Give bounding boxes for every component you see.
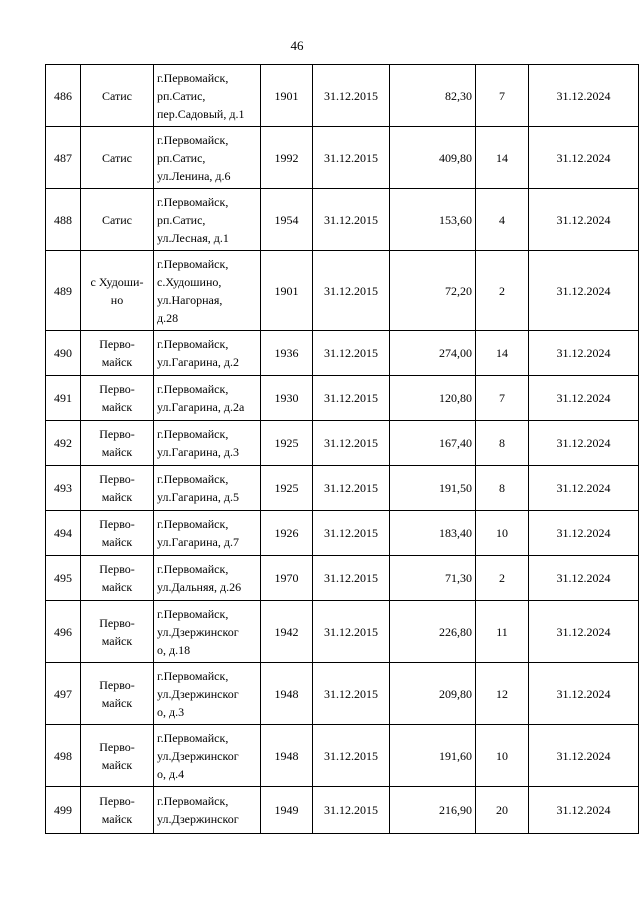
- address-cell-line: о, д.3: [157, 704, 185, 719]
- date-cell: 31.12.2015: [313, 65, 390, 127]
- locality-cell: [81, 556, 154, 601]
- address-cell-line: г.Первомайск,: [157, 794, 229, 808]
- date-cell: 31.12.2015: [313, 421, 390, 466]
- year-cell: 1948: [261, 725, 313, 787]
- address-cell-line: ул.Гагарина, д.7: [157, 535, 239, 549]
- year-cell: 1936: [261, 331, 313, 376]
- count-cell: 8: [476, 421, 529, 466]
- address-cell: [154, 65, 261, 127]
- address-cell: [154, 421, 261, 466]
- count-cell: 11: [476, 601, 529, 663]
- locality-cell: [81, 189, 154, 251]
- address-cell-line: о, д.4: [157, 766, 185, 781]
- date-cell: 31.12.2015: [313, 466, 390, 511]
- address-cell-line: д.28: [157, 310, 179, 325]
- year-cell: 1954: [261, 189, 313, 251]
- locality-cell-line: Перво-: [99, 562, 135, 576]
- date-cell: 31.12.2015: [313, 601, 390, 663]
- table-row: [46, 251, 639, 331]
- locality-cell-line: Перво-: [99, 382, 135, 396]
- area-cell: 191,50: [390, 466, 476, 511]
- area-cell: 82,30: [390, 65, 476, 127]
- area-cell: 167,40: [390, 421, 476, 466]
- year-cell: 1901: [261, 251, 313, 331]
- locality-cell-line: майск: [101, 535, 133, 549]
- area-cell: 216,90: [390, 787, 476, 834]
- address-cell-line: пер.Садовый, д.1: [157, 106, 245, 121]
- locality-cell-line: майск: [101, 757, 133, 772]
- table-row: [46, 601, 639, 663]
- area-cell: 183,40: [390, 511, 476, 556]
- locality-cell-line: майск: [101, 580, 133, 594]
- end-date-cell: 31.12.2024: [529, 127, 639, 189]
- row-number-cell: 498: [46, 725, 81, 787]
- row-number-cell: 493: [46, 466, 81, 511]
- end-date-cell: 31.12.2024: [529, 511, 639, 556]
- date-cell: 31.12.2015: [313, 376, 390, 421]
- table-row: [46, 663, 639, 725]
- address-cell-line: г.Первомайск,: [157, 517, 229, 531]
- address-cell-line: ул.Ленина, д.6: [157, 168, 231, 183]
- address-cell-line: г.Первомайск,: [157, 256, 229, 271]
- locality-cell-line: но: [110, 292, 124, 307]
- table-body: [46, 65, 639, 834]
- locality-cell: [81, 601, 154, 663]
- locality-cell-line: с Худоши-: [90, 274, 144, 289]
- locality-cell: [81, 466, 154, 511]
- locality-cell-line: майск: [101, 355, 133, 369]
- locality-cell-line: майск: [101, 695, 133, 710]
- address-cell: [154, 189, 261, 251]
- row-number-cell: 488: [46, 189, 81, 251]
- address-cell-line: рп.Сатис,: [157, 212, 206, 227]
- locality-cell-line: Перво-: [99, 517, 135, 531]
- address-cell-line: ул.Дзержинског: [157, 624, 239, 639]
- count-cell: 10: [476, 725, 529, 787]
- area-cell: 120,80: [390, 376, 476, 421]
- end-date-cell: 31.12.2024: [529, 251, 639, 331]
- end-date-cell: 31.12.2024: [529, 65, 639, 127]
- locality-cell-line: Сатис: [101, 150, 132, 165]
- address-cell-line: ул.Дальняя, д.26: [157, 580, 242, 594]
- row-number-cell: 491: [46, 376, 81, 421]
- address-cell-line: ул.Нагорная,: [157, 292, 223, 307]
- row-number-cell: 492: [46, 421, 81, 466]
- count-cell: 2: [476, 556, 529, 601]
- address-cell-line: г.Первомайск,: [157, 472, 229, 486]
- end-date-cell: 31.12.2024: [529, 376, 639, 421]
- address-cell-line: ул.Гагарина, д.3: [157, 445, 239, 459]
- address-cell-line: с.Худошино,: [157, 274, 222, 289]
- locality-cell: [81, 421, 154, 466]
- locality-cell: [81, 65, 154, 127]
- table-row: [46, 511, 639, 556]
- date-cell: 31.12.2015: [313, 251, 390, 331]
- address-cell-line: г.Первомайск,: [157, 70, 229, 85]
- locality-cell-line: майск: [101, 633, 133, 648]
- row-number-cell: 494: [46, 511, 81, 556]
- row-number-cell: 486: [46, 65, 81, 127]
- locality-cell-line: майск: [101, 445, 133, 459]
- housing-registry-table: [45, 64, 639, 834]
- count-cell: 12: [476, 663, 529, 725]
- locality-cell: [81, 663, 154, 725]
- address-cell: [154, 725, 261, 787]
- address-cell: [154, 556, 261, 601]
- locality-cell-line: майск: [101, 812, 133, 826]
- date-cell: 31.12.2015: [313, 663, 390, 725]
- locality-cell-line: Перво-: [99, 472, 135, 486]
- address-cell-line: ул.Гагарина, д.5: [157, 490, 239, 504]
- address-cell: [154, 663, 261, 725]
- count-cell: 10: [476, 511, 529, 556]
- end-date-cell: 31.12.2024: [529, 421, 639, 466]
- address-cell-line: ул.Дзержинског: [157, 686, 239, 701]
- year-cell: 1901: [261, 65, 313, 127]
- address-cell-line: ул.Лесная, д.1: [157, 230, 229, 245]
- area-cell: 209,80: [390, 663, 476, 725]
- count-cell: 4: [476, 189, 529, 251]
- end-date-cell: 31.12.2024: [529, 466, 639, 511]
- address-cell-line: рп.Сатис,: [157, 150, 206, 165]
- table-row: [46, 376, 639, 421]
- locality-cell: [81, 511, 154, 556]
- address-cell-line: г.Первомайск,: [157, 427, 229, 441]
- area-cell: 72,20: [390, 251, 476, 331]
- date-cell: 31.12.2015: [313, 189, 390, 251]
- address-cell-line: г.Первомайск,: [157, 337, 229, 351]
- locality-cell-line: Перво-: [99, 739, 135, 754]
- locality-cell-line: Перво-: [99, 427, 135, 441]
- area-cell: 191,60: [390, 725, 476, 787]
- area-cell: 274,00: [390, 331, 476, 376]
- address-cell: [154, 376, 261, 421]
- row-number-cell: 490: [46, 331, 81, 376]
- page-number: 46: [290, 38, 304, 53]
- row-number-cell: 499: [46, 787, 81, 834]
- locality-cell: [81, 787, 154, 834]
- locality-cell-line: Сатис: [101, 88, 132, 103]
- row-number-cell: 495: [46, 556, 81, 601]
- table-row: [46, 127, 639, 189]
- count-cell: 7: [476, 65, 529, 127]
- address-cell-line: о, д.18: [157, 642, 191, 657]
- count-cell: 8: [476, 466, 529, 511]
- locality-cell-line: майск: [101, 490, 133, 504]
- year-cell: 1925: [261, 466, 313, 511]
- address-cell-line: г.Первомайск,: [157, 562, 229, 576]
- end-date-cell: 31.12.2024: [529, 787, 639, 834]
- date-cell: 31.12.2015: [313, 511, 390, 556]
- address-cell-line: ул.Дзержинског: [157, 812, 239, 826]
- address-cell-line: г.Первомайск,: [157, 132, 229, 147]
- year-cell: 1949: [261, 787, 313, 834]
- area-cell: 409,80: [390, 127, 476, 189]
- address-cell-line: ул.Гагарина, д.2: [157, 355, 239, 369]
- date-cell: 31.12.2015: [313, 127, 390, 189]
- address-cell: [154, 331, 261, 376]
- locality-cell-line: Перво-: [99, 794, 135, 808]
- row-number-cell: 489: [46, 251, 81, 331]
- address-cell: [154, 251, 261, 331]
- address-cell-line: рп.Сатис,: [157, 88, 206, 103]
- count-cell: 14: [476, 331, 529, 376]
- area-cell: 71,30: [390, 556, 476, 601]
- year-cell: 1926: [261, 511, 313, 556]
- table-row: [46, 556, 639, 601]
- date-cell: 31.12.2015: [313, 331, 390, 376]
- address-cell: [154, 601, 261, 663]
- count-cell: 7: [476, 376, 529, 421]
- year-cell: 1942: [261, 601, 313, 663]
- locality-cell-line: Перво-: [99, 615, 135, 630]
- address-cell-line: ул.Дзержинског: [157, 748, 239, 763]
- year-cell: 1930: [261, 376, 313, 421]
- locality-cell-line: Сатис: [101, 212, 132, 227]
- end-date-cell: 31.12.2024: [529, 556, 639, 601]
- end-date-cell: 31.12.2024: [529, 331, 639, 376]
- end-date-cell: 31.12.2024: [529, 725, 639, 787]
- date-cell: 31.12.2015: [313, 787, 390, 834]
- locality-cell: [81, 127, 154, 189]
- count-cell: 14: [476, 127, 529, 189]
- table-row: [46, 331, 639, 376]
- table-row: [46, 65, 639, 127]
- year-cell: 1948: [261, 663, 313, 725]
- address-cell: [154, 511, 261, 556]
- locality-cell: [81, 251, 154, 331]
- locality-cell: [81, 331, 154, 376]
- area-cell: 226,80: [390, 601, 476, 663]
- address-cell: [154, 127, 261, 189]
- end-date-cell: 31.12.2024: [529, 189, 639, 251]
- row-number-cell: 496: [46, 601, 81, 663]
- end-date-cell: 31.12.2024: [529, 601, 639, 663]
- locality-cell: [81, 725, 154, 787]
- table-row: [46, 189, 639, 251]
- end-date-cell: 31.12.2024: [529, 663, 639, 725]
- address-cell: [154, 466, 261, 511]
- area-cell: 153,60: [390, 189, 476, 251]
- address-cell-line: г.Первомайск,: [157, 194, 229, 209]
- year-cell: 1970: [261, 556, 313, 601]
- locality-cell-line: Перво-: [99, 337, 135, 351]
- date-cell: 31.12.2015: [313, 725, 390, 787]
- row-number-cell: 487: [46, 127, 81, 189]
- table-row: [46, 725, 639, 787]
- address-cell-line: г.Первомайск,: [157, 382, 229, 396]
- date-cell: 31.12.2015: [313, 556, 390, 601]
- count-cell: 2: [476, 251, 529, 331]
- address-cell-line: г.Первомайск,: [157, 606, 229, 621]
- count-cell: 20: [476, 787, 529, 834]
- address-cell-line: г.Первомайск,: [157, 730, 229, 745]
- locality-cell-line: Перво-: [99, 677, 135, 692]
- table-row: [46, 466, 639, 511]
- row-number-cell: 497: [46, 663, 81, 725]
- table-row: [46, 787, 639, 834]
- year-cell: 1925: [261, 421, 313, 466]
- locality-cell-line: майск: [101, 400, 133, 414]
- table-row: [46, 421, 639, 466]
- address-cell-line: ул.Гагарина, д.2а: [157, 400, 245, 414]
- address-cell: [154, 787, 261, 834]
- year-cell: 1992: [261, 127, 313, 189]
- address-cell-line: г.Первомайск,: [157, 668, 229, 683]
- locality-cell: [81, 376, 154, 421]
